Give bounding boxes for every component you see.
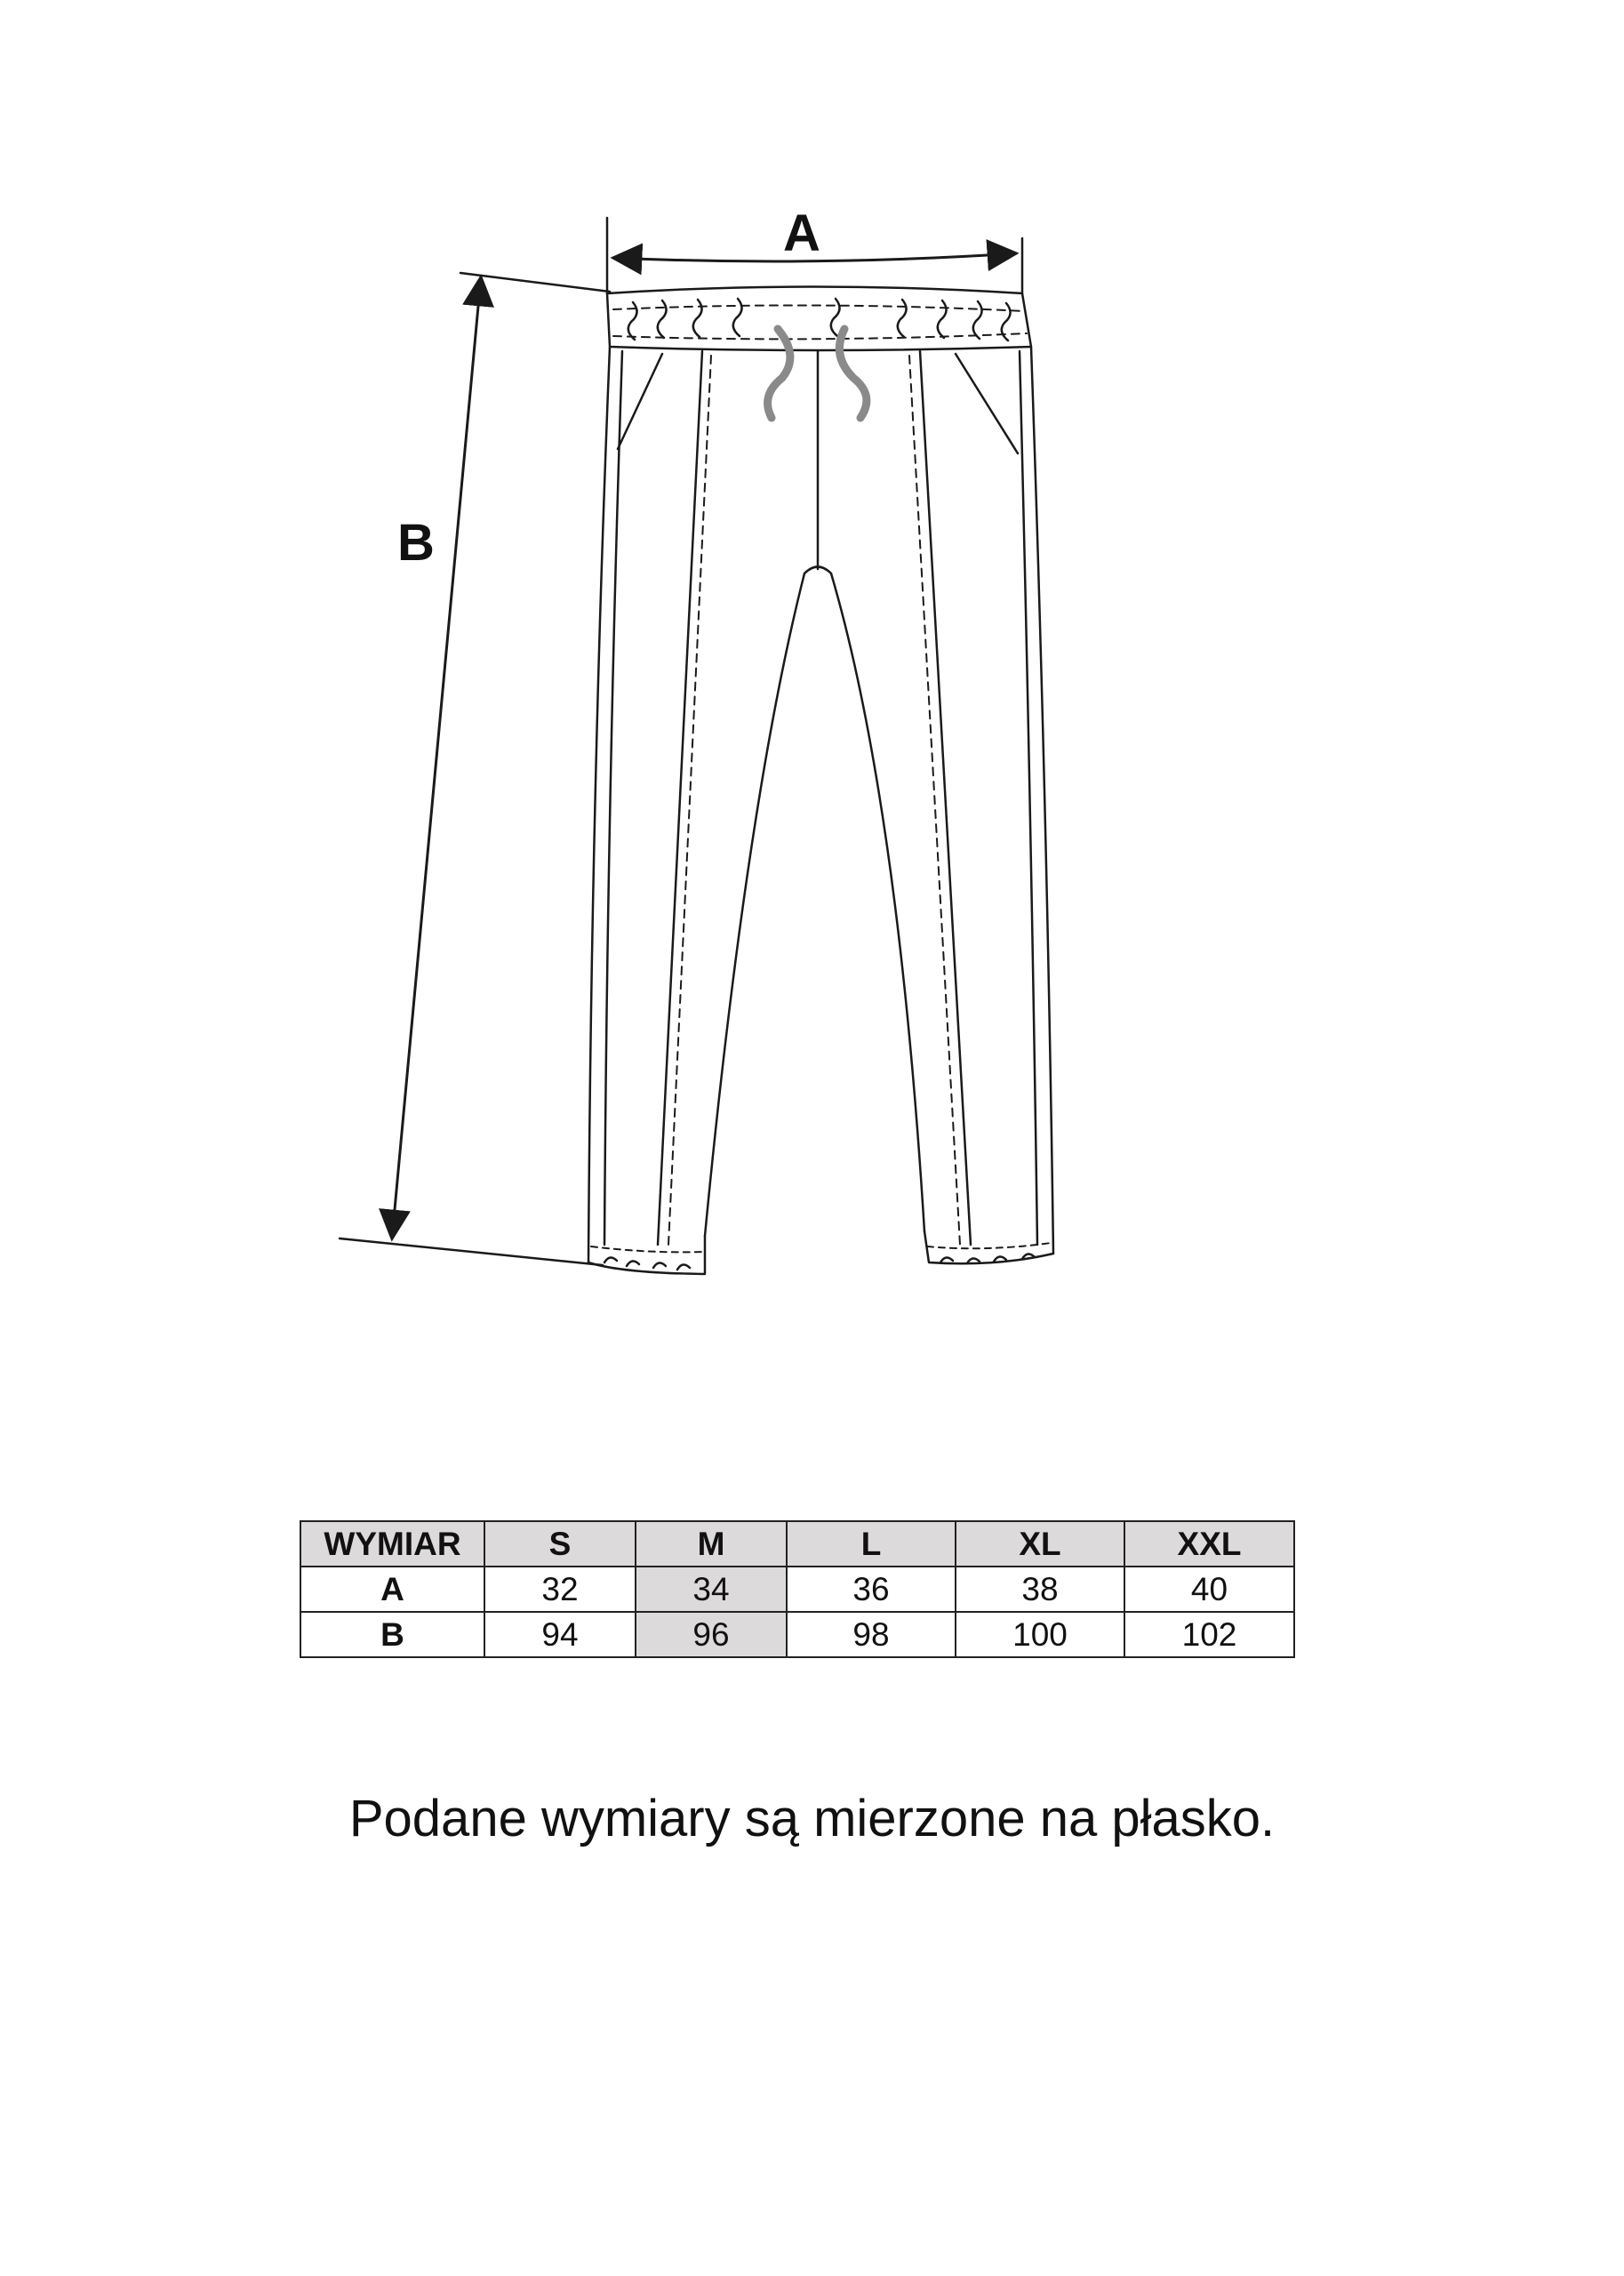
measurement-note: Podane wymiary są mierzone na płasko. xyxy=(348,1790,1276,1847)
table-row xyxy=(300,1612,1294,1657)
table-cell: 102 xyxy=(1124,1612,1294,1657)
table-cell: 38 xyxy=(956,1567,1124,1612)
dimension-a-label: A xyxy=(783,204,820,262)
row-label: A xyxy=(300,1567,484,1612)
row-label: B xyxy=(300,1612,484,1657)
size-table xyxy=(300,1520,1295,1658)
table-cell: 40 xyxy=(1124,1567,1294,1612)
table-cell: 100 xyxy=(956,1612,1124,1657)
pants-outline xyxy=(588,287,1053,1275)
size-table-header-row xyxy=(300,1521,1294,1567)
dimension-a xyxy=(607,204,1022,293)
column-header: WYMIAR xyxy=(300,1521,484,1567)
table-cell: 34 xyxy=(636,1567,787,1612)
table-cell: 98 xyxy=(787,1612,956,1657)
column-header: S xyxy=(484,1521,636,1567)
column-header: XL xyxy=(956,1521,1124,1567)
table-cell: 96 xyxy=(636,1612,787,1657)
column-header: L xyxy=(787,1521,956,1567)
dimension-b xyxy=(340,273,610,1265)
table-cell: 36 xyxy=(787,1567,956,1612)
table-cell: 32 xyxy=(484,1567,636,1612)
table-cell: 94 xyxy=(484,1612,636,1657)
column-header: M xyxy=(636,1521,787,1567)
table-row xyxy=(300,1567,1294,1612)
column-header: XXL xyxy=(1124,1521,1294,1567)
dimension-b-label: B xyxy=(397,514,435,572)
